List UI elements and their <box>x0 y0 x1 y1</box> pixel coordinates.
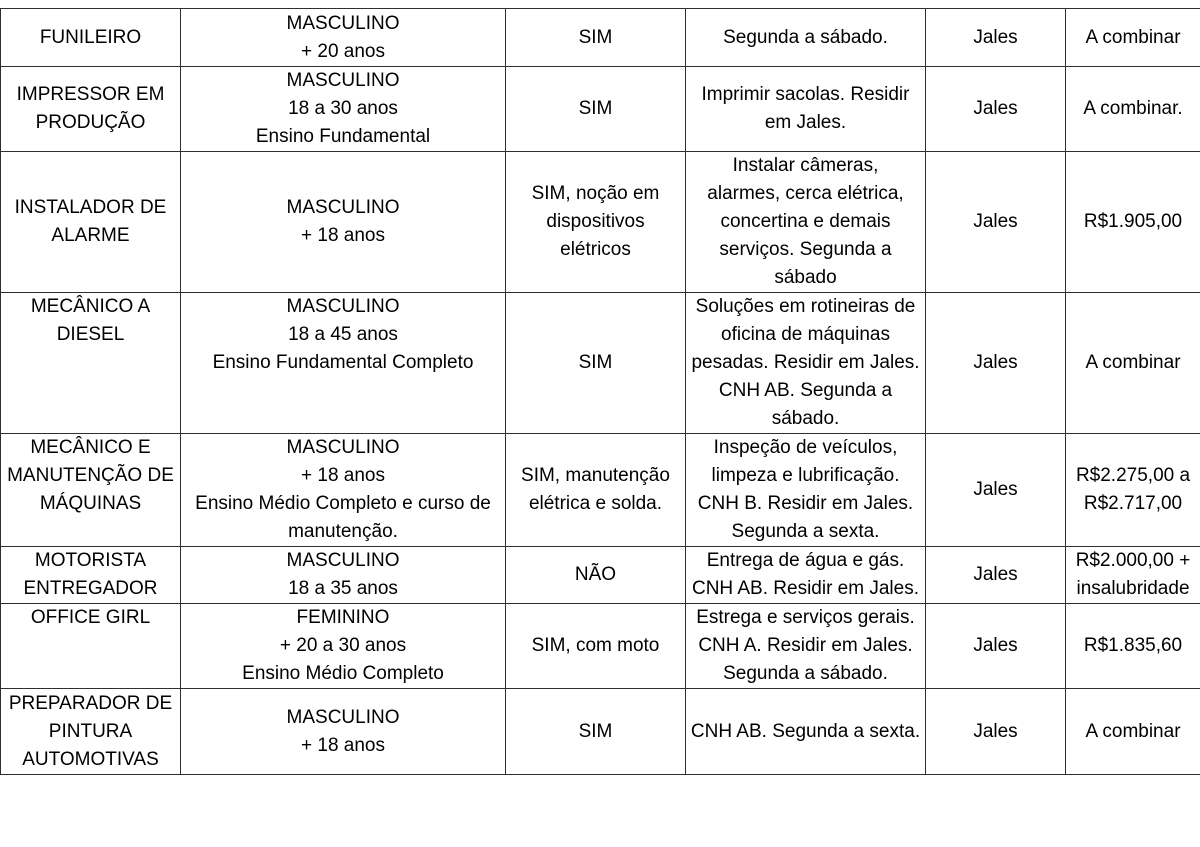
table-row <box>1 67 1200 152</box>
city-cell <box>926 689 1066 775</box>
activities-cell <box>686 9 926 67</box>
experience-line: NÃO <box>574 564 617 585</box>
experience-cell <box>506 689 686 775</box>
experience-line: SIM, manutenção <box>521 465 670 486</box>
experience-cell <box>506 67 686 152</box>
city-text: Jales <box>973 211 1018 232</box>
table-row <box>1 547 1200 604</box>
requirements-line: + 20 a 30 anos <box>279 635 407 656</box>
activities-line: CNH AB. Segunda a sexta. <box>690 720 921 742</box>
requirements-line: Ensino Fundamental <box>255 126 431 147</box>
city-cell <box>926 604 1066 689</box>
activities-line: limpeza e lubrificação. <box>711 465 900 486</box>
city-cell <box>926 434 1066 547</box>
requirements-cell <box>181 293 506 434</box>
city-text: Jales <box>973 352 1018 373</box>
job-title-line: OFFICE GIRL <box>30 607 151 628</box>
table-row <box>1 152 1200 293</box>
table-row <box>1 689 1200 775</box>
city-cell <box>926 67 1066 152</box>
requirements-cell <box>181 152 506 293</box>
table-row <box>1 434 1200 547</box>
requirements-line: manutenção. <box>288 521 398 542</box>
requirements-line: + 18 anos <box>301 465 385 486</box>
requirements-cell <box>181 604 506 689</box>
salary-line: A combinar <box>1085 352 1181 373</box>
salary-line: R$2.717,00 <box>1083 493 1183 514</box>
requirements-line: MASCULINO <box>286 550 400 571</box>
job-title-line: MECÂNICO A <box>30 296 151 317</box>
job-title-line: PINTURA <box>48 720 133 742</box>
activities-line: Imprimir sacolas. Residir <box>701 84 910 105</box>
requirements-line: + 18 anos <box>301 225 385 246</box>
requirements-line: MASCULINO <box>286 12 400 34</box>
salary-cell <box>1066 547 1200 604</box>
job-title-line: IMPRESSOR EM <box>16 84 165 105</box>
activities-line: Segunda a sábado. <box>723 663 888 684</box>
salary-cell <box>1066 67 1200 152</box>
requirements-line: 18 a 35 anos <box>288 578 398 599</box>
requirements-line: 18 a 45 anos <box>288 324 398 345</box>
job-listings-body <box>1 9 1200 775</box>
salary-cell <box>1066 689 1200 775</box>
activities-line: Inspeção de veículos, <box>713 437 898 458</box>
requirements-line: Ensino Fundamental Completo <box>212 352 474 373</box>
job-title-cell <box>1 604 181 689</box>
experience-cell <box>506 152 686 293</box>
activities-line: pesadas. Residir em Jales. <box>691 352 920 373</box>
activities-cell <box>686 293 926 434</box>
job-title-line: MANUTENÇÃO DE <box>7 465 174 486</box>
city-text: Jales <box>973 564 1018 585</box>
job-title-line: ENTREGADOR <box>23 578 158 599</box>
experience-line: elétrica e solda. <box>528 493 663 514</box>
job-title-line: INSTALADOR DE <box>14 197 167 218</box>
requirements-line: + 20 anos <box>301 40 385 62</box>
activities-line: Instalar câmeras, <box>732 155 879 176</box>
city-text: Jales <box>973 98 1018 119</box>
activities-cell <box>686 434 926 547</box>
job-title-line: DIESEL <box>56 324 125 345</box>
requirements-line: Ensino Médio Completo <box>242 663 444 684</box>
activities-line: Segunda a sexta. <box>731 521 880 542</box>
requirements-cell <box>181 9 506 67</box>
job-title-cell <box>1 293 181 434</box>
experience-line: SIM <box>578 26 613 48</box>
requirements-line: MASCULINO <box>286 706 400 728</box>
job-title-line: ALARME <box>51 225 130 246</box>
experience-cell <box>506 604 686 689</box>
city-cell <box>926 152 1066 293</box>
requirements-line: Ensino Médio Completo e curso de <box>195 493 491 514</box>
salary-line: insalubridade <box>1076 578 1190 599</box>
requirements-cell <box>181 547 506 604</box>
table-row <box>1 293 1200 434</box>
job-listings-table <box>0 8 1200 775</box>
activities-line: Segunda a sábado. <box>723 26 888 48</box>
salary-cell <box>1066 434 1200 547</box>
salary-cell <box>1066 293 1200 434</box>
activities-line: em Jales. <box>764 112 847 133</box>
city-cell <box>926 9 1066 67</box>
job-title-line: MECÂNICO E <box>30 437 151 458</box>
experience-line: SIM <box>578 98 613 119</box>
salary-line: R$2.000,00 + <box>1075 550 1191 571</box>
activities-line: Entrega de água e gás. <box>706 550 905 571</box>
salary-cell <box>1066 152 1200 293</box>
city-text: Jales <box>973 635 1018 656</box>
job-title-cell <box>1 547 181 604</box>
job-title-cell <box>1 689 181 775</box>
requirements-line: MASCULINO <box>286 70 400 91</box>
activities-line: sábado. <box>771 408 840 429</box>
job-title-line: PRODUÇÃO <box>35 112 146 133</box>
experience-line: SIM <box>578 352 613 373</box>
activities-cell <box>686 67 926 152</box>
job-title-line: MÁQUINAS <box>39 493 142 514</box>
experience-cell <box>506 9 686 67</box>
city-cell <box>926 293 1066 434</box>
experience-cell <box>506 434 686 547</box>
job-title-line: PREPARADOR DE <box>8 692 173 714</box>
experience-line: elétricos <box>560 239 631 260</box>
activities-line: oficina de máquinas <box>721 324 890 345</box>
experience-line: dispositivos <box>546 211 645 232</box>
requirements-line: MASCULINO <box>286 197 400 218</box>
activities-cell <box>686 152 926 293</box>
job-title-line: FUNILEIRO <box>39 26 142 48</box>
salary-line: A combinar <box>1085 720 1181 742</box>
salary-line: R$2.275,00 a <box>1075 465 1191 486</box>
job-title-cell <box>1 434 181 547</box>
activities-cell <box>686 689 926 775</box>
city-text: Jales <box>973 26 1018 48</box>
activities-line: concertina e demais <box>720 211 891 232</box>
activities-line: CNH AB. Residir em Jales. <box>691 578 919 599</box>
city-text: Jales <box>973 720 1018 742</box>
table-row <box>1 604 1200 689</box>
job-title-cell <box>1 152 181 293</box>
requirements-line: + 18 anos <box>301 734 385 756</box>
salary-line: R$1.835,60 <box>1083 635 1183 656</box>
requirements-cell <box>181 434 506 547</box>
salary-line: A combinar <box>1085 26 1181 48</box>
activities-line: CNH B. Residir em Jales. <box>697 493 914 514</box>
requirements-line: FEMININO <box>296 607 390 628</box>
job-title-line: AUTOMOTIVAS <box>22 748 159 770</box>
activities-line: Soluções em rotineiras de <box>695 296 916 317</box>
experience-cell <box>506 547 686 604</box>
experience-cell <box>506 293 686 434</box>
activities-line: CNH A. Residir em Jales. <box>698 635 913 656</box>
activities-line: sábado <box>774 267 837 288</box>
experience-line: SIM, noção em <box>531 183 660 204</box>
activities-cell <box>686 547 926 604</box>
requirements-line: MASCULINO <box>286 437 400 458</box>
salary-line: R$1.905,00 <box>1083 211 1183 232</box>
activities-line: alarmes, cerca elétrica, <box>707 183 904 204</box>
activities-line: serviços. Segunda a <box>719 239 892 260</box>
job-title-line: MOTORISTA <box>34 550 147 571</box>
requirements-line: 18 a 30 anos <box>288 98 398 119</box>
city-cell <box>926 547 1066 604</box>
activities-line: Estrega e serviços gerais. <box>696 607 915 628</box>
requirements-line: MASCULINO <box>286 296 400 317</box>
requirements-cell <box>181 67 506 152</box>
salary-cell <box>1066 9 1200 67</box>
experience-line: SIM, com moto <box>531 635 660 656</box>
requirements-cell <box>181 689 506 775</box>
activities-cell <box>686 604 926 689</box>
job-title-cell <box>1 9 181 67</box>
city-text: Jales <box>973 479 1018 500</box>
salary-cell <box>1066 604 1200 689</box>
table-row <box>1 9 1200 67</box>
activities-line: CNH AB. Segunda a <box>718 380 893 401</box>
job-title-cell <box>1 67 181 152</box>
salary-line: A combinar. <box>1083 98 1183 119</box>
experience-line: SIM <box>578 720 613 742</box>
